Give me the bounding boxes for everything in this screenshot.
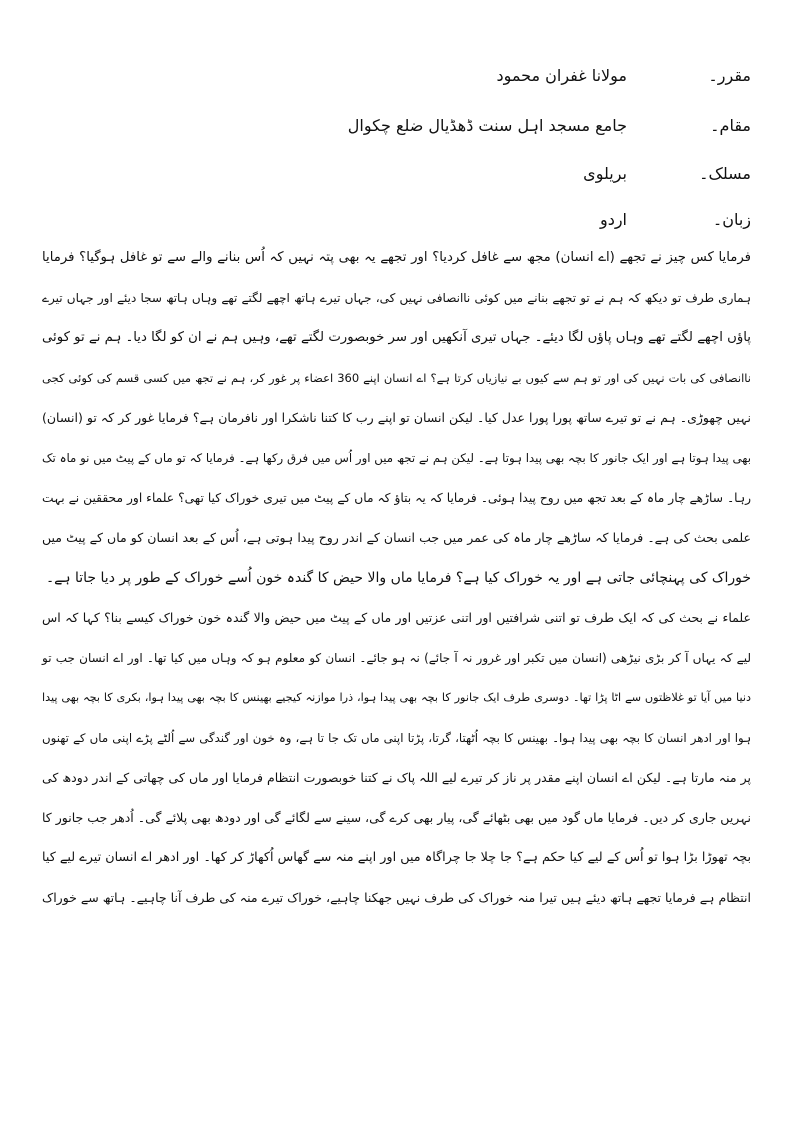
body-line: دنیا میں آیا تو غلاظتوں سے اٹا پڑا تھا۔ دوسری طرف ایک جانور کا بچہ بھی پیدا ہوا، ذرا موازنہ کیجیے بھینس کا بچہ بھی پیدا ہوا، بکری کا بچہ بھی پیدا — [42, 691, 751, 704]
body-line: خوراک کی پہنچائی جاتی ہے اور یہ خوراک کیا ہے؟ فرمایا ماں والا حیض کا گندہ خون اُسے خوراک کے طور پر دیا جاتا ہے۔ — [45, 570, 751, 586]
language-value: اردو — [599, 210, 627, 229]
body-line: ناانصافی کی بات نہیں کی اور تو ہم سے کیوں بے نیازیاں کرتا ہے؟ اے انسان اپنے 360 اعضاء پر غور کر، ہم نے تجھ میں کسی قسم کی کوئی کجی — [42, 371, 751, 385]
body-line: نہیں چھوڑی۔ ہم نے تو تیرے ساتھ پورا پورا عدل کیا۔ لیکن انسان تو اپنے رب کا کتنا ناشکرا اور نافرمان ہے؟ فرمایا غور کر کہ تو (انسان) — [42, 410, 751, 425]
language-label: زبان۔ — [712, 210, 751, 229]
speaker-value: مولانا غفران محمود — [496, 66, 627, 85]
body-line: بھی پیدا ہوتا ہے اور ایک جانور کا بچہ بھی پیدا ہوتا ہے۔ لیکن ہم نے تجھ میں اور اُس میں فرق رکھا ہے۔ فرمایا کہ تو ماں کے پیٹ میں نو ماہ تک — [42, 451, 751, 465]
body-line: علماء نے بحث کی کہ ایک طرف تو اتنی شرافتیں اور اتنی عزتیں اور ماں کے پیٹ میں حیض والا گندہ خون خوراک کیسے بنا؟ کہا کہ اس — [42, 610, 751, 625]
body-line: پر منہ مارتا ہے۔ لیکن اے انسان اپنے مقدر پر ناز کر تیرے لیے اللہ پاک نے کتنا خوبصورت انتظام فرمایا اور ماں کی چھاتی کے اندر دودھ کی — [42, 770, 751, 785]
body-line: لیے کہ یہاں آ کر بڑی نیڑھی (انسان میں تکبر اور غرور نہ آ جائے) نہ ہو جائے۔ انسان کو معلوم ہو کہ وہاں میں کیا تھا۔ اور اے انسان جب تو — [42, 651, 751, 665]
body-line: رہا۔ ساڑھے چار ماہ کے بعد تجھ میں روح پیدا ہوئی۔ فرمایا کہ یہ بتاؤ کہ ماں کے پیٹ میں تیری خوراک کیا تھی؟ علماء اور محققین نے بہت — [42, 491, 751, 505]
body-line: انتظام ہے فرمایا تجھے ہاتھ دیئے ہیں تیرا منہ خوراک کی طرف نہیں جھکنا چاہیے، خوراک تیرے منہ کی طرف آنا چاہیے۔ ہاتھ سے خوراک — [42, 890, 751, 905]
body-line: ہماری طرف تو دیکھ کہ ہم نے تو تجھے بنانے میں کوئی ناانصافی نہیں کی، جہاں تیرے ہاتھ اچھے لگتے تھے وہاں ہاتھ سجا دیئے اور جہاں تیرے — [42, 291, 751, 305]
body-line: ہوا اور ادھر انسان کا بچہ بھی پیدا ہوا۔ بھینس کا بچہ اُٹھتا، گرتا، پڑتا اپنی ماں تک جا تا ہے، وہ خون اور گندگی سے اُلٹے پڑے اپنی ماں کے تھنوں — [42, 731, 751, 745]
body-line: علمی بحث کی ہے۔ فرمایا کہ ساڑھے چار ماہ کی عمر میں جب انسان کے اندر روح پیدا ہوتی ہے، اُس کے بعد انسان کو ماں کے پیٹ میں — [42, 530, 751, 545]
sect-value: بریلوی — [583, 164, 627, 183]
speaker-row — [371, 62, 751, 90]
language-row — [371, 206, 751, 234]
body-line: پاؤں اچھے لگتے تھے وہاں پاؤں لگا دیئے۔ جہاں تیری آنکھیں اور سر خوبصورت لگتے تھے، وہیں ہم نے ان کو لگا دیا۔ ہم نے تو کوئی — [42, 330, 751, 345]
sect-label: مسلک۔ — [699, 164, 751, 183]
body-line: بچہ تھوڑا بڑا ہوا تو اُس کے لیے کیا حکم ہے؟ جا چلا جا چراگاہ میں اور اپنے منہ سے گھاس اُکھاڑ کر کھا۔ اور ادھر اے انسان تیرے لیے کیا — [42, 850, 751, 865]
body-line: فرمایا کس چیز نے تجھے (اے انسان) مجھ سے غافل کردیا؟ اور تجھے یہ بھی پتہ نہیں کہ اُس بنانے والے سے تو غافل ہوگیا؟ فرمایا — [42, 250, 751, 265]
venue-value: جامع مسجد اہل سنت ڈھڈیال ضلع چکوال — [347, 116, 627, 135]
body-line: نہریں جاری کر دیں۔ فرمایا ماں گود میں بھی بٹھائے گی، پیار بھی کرے گی، سینے سے لگائے گی اور دودھ بھی پلائے گی۔ اُدھر جب جانور کا — [42, 810, 751, 825]
speaker-label: مقرر۔ — [708, 66, 751, 85]
venue-row — [347, 112, 751, 140]
sect-row — [371, 160, 751, 188]
venue-label: مقام۔ — [710, 116, 751, 135]
